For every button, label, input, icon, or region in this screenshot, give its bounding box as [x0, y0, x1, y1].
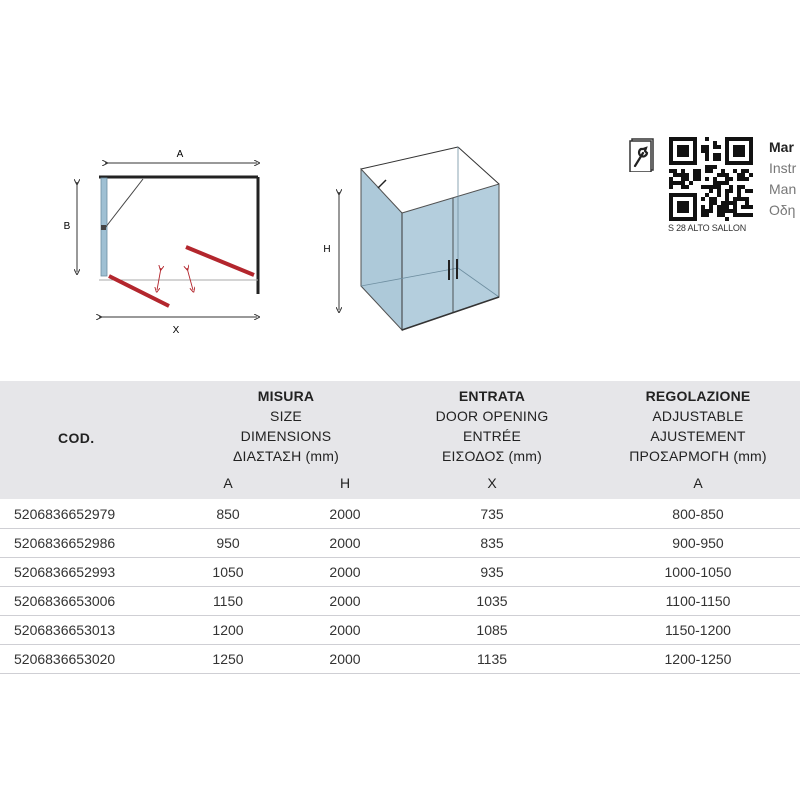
cell-reg: 800-850 [672, 506, 724, 522]
top-right-edge [458, 147, 499, 184]
cell-h: 2000 [329, 651, 361, 667]
manual-links [769, 137, 800, 221]
qr-module [737, 177, 741, 181]
opening-header-gr: ΕΙΣΟΔΟΣ (mm) [441, 448, 543, 464]
qr-module [725, 173, 729, 177]
swing-arrow-right [187, 268, 193, 290]
label-b: B [63, 221, 71, 232]
qr-module [697, 177, 701, 181]
label-h: H [323, 244, 331, 255]
qr-module [741, 173, 745, 177]
qr-module [745, 197, 749, 201]
qr-module [717, 173, 721, 177]
qr-module [681, 177, 685, 181]
qr-module [741, 185, 745, 189]
qr-module [713, 201, 717, 205]
qr-module [709, 169, 713, 173]
qr-module [721, 181, 725, 185]
qr-module [717, 181, 721, 185]
subheader-a: A [223, 475, 233, 491]
qr-module [721, 205, 725, 209]
qr-module [717, 205, 721, 209]
qr-module [685, 177, 689, 181]
qr-module [717, 157, 721, 161]
qr-module [721, 213, 725, 217]
qr-module [729, 201, 733, 205]
qr-module [701, 205, 705, 209]
cell-reg: 1100-1150 [665, 593, 731, 609]
qr-module [713, 141, 717, 145]
cell-h: 2000 [329, 506, 361, 522]
qr-module [697, 169, 701, 173]
qr-module [701, 209, 705, 213]
cell-x: 835 [480, 535, 504, 551]
qr-module [677, 145, 689, 157]
cell-a: 1200 [212, 622, 244, 638]
qr-module [725, 209, 729, 213]
qr-module [745, 201, 749, 205]
subheader-reg: A [693, 475, 703, 491]
adjustable-column-group [598, 386, 798, 466]
cell-reg: 1000-1050 [664, 564, 732, 580]
cell-code: 5206836653020 [14, 651, 116, 667]
qr-module [693, 169, 697, 173]
cell-reg: 900-950 [672, 535, 724, 551]
qr-module [721, 209, 725, 213]
qr-module [713, 145, 717, 149]
qr-module [705, 137, 709, 141]
qr-module [669, 181, 673, 185]
table-row [0, 586, 800, 616]
top-back-edge [361, 147, 458, 169]
qr-module [673, 173, 677, 177]
table-row [0, 644, 800, 674]
qr-module [705, 177, 709, 181]
qr-module [705, 149, 709, 153]
cell-code: 5206836653013 [14, 622, 116, 638]
cell-h: 2000 [329, 622, 361, 638]
adjustable-header-it: REGOLAZIONE [645, 388, 751, 404]
qr-module [673, 181, 677, 185]
qr-module [733, 145, 745, 157]
qr-module [745, 205, 749, 209]
subheader-h: H [339, 475, 351, 491]
cell-a: 1050 [212, 564, 244, 580]
qr-code[interactable] [669, 137, 753, 221]
qr-module [717, 153, 721, 157]
qr-module [705, 157, 709, 161]
qr-module [749, 213, 753, 217]
qr-module [729, 209, 733, 213]
swing-arrow-left [157, 268, 161, 290]
qr-module [725, 197, 729, 201]
qr-module [681, 181, 685, 185]
subheader-x: X [487, 475, 497, 491]
qr-module [721, 201, 725, 205]
manual-line-4[interactable]: Οδη [769, 202, 796, 218]
qr-module [737, 197, 741, 201]
qr-module [709, 165, 713, 169]
qr-module [713, 177, 717, 181]
qr-module [701, 185, 705, 189]
qr-module [709, 189, 713, 193]
opening-column-group [402, 386, 582, 466]
qr-module [709, 209, 713, 213]
adjustable-header-en: ADJUSTABLE [652, 408, 744, 424]
qr-module [717, 189, 721, 193]
qr-module [677, 181, 681, 185]
cell-code: 5206836652979 [14, 506, 116, 522]
manual-line-3[interactable]: Man [769, 181, 797, 197]
qr-module [721, 169, 725, 173]
qr-module [729, 177, 733, 181]
cell-code: 5206836652986 [14, 535, 116, 551]
cell-reg: 1200-1250 [664, 651, 732, 667]
table-row [0, 499, 800, 529]
side-glass [361, 169, 402, 330]
adjustable-header-gr: ΠΡΟΣΑΡΜΟΓΗ (mm) [629, 448, 767, 464]
cell-x: 735 [480, 506, 504, 522]
qr-module [733, 197, 737, 201]
qr-caption: S 28 ALTO SALLON [668, 223, 747, 233]
qr-module [717, 193, 721, 197]
qr-module [701, 149, 705, 153]
qr-module [709, 205, 713, 209]
qr-module [733, 201, 737, 205]
qr-module [745, 169, 749, 173]
qr-module [713, 153, 717, 157]
qr-module [669, 169, 673, 173]
qr-module [741, 213, 745, 217]
qr-module [705, 145, 709, 149]
cell-code: 5206836653006 [14, 593, 116, 609]
qr-module [717, 209, 721, 213]
qr-module [677, 173, 681, 177]
qr-module [725, 217, 729, 221]
cell-h: 2000 [329, 564, 361, 580]
qr-module [721, 173, 725, 177]
label-a: A [176, 149, 184, 160]
opening-header-fr: ENTRÉE [463, 428, 521, 444]
qr-module [709, 201, 713, 205]
qr-module [725, 189, 729, 193]
qr-module [717, 213, 721, 217]
qr-module [685, 185, 689, 189]
qr-module [725, 181, 729, 185]
cell-a: 850 [216, 506, 240, 522]
qr-module [737, 193, 741, 197]
qr-module [737, 213, 741, 217]
qr-module [693, 173, 697, 177]
qr-module [745, 177, 749, 181]
adjustable-header-fr: AJUSTEMENT [650, 428, 746, 444]
qr-module [725, 177, 729, 181]
qr-module [745, 189, 749, 193]
qr-module [705, 193, 709, 197]
front-glass [402, 184, 499, 330]
qr-module [745, 213, 749, 217]
cell-h: 2000 [329, 535, 361, 551]
qr-module [705, 185, 709, 189]
qr-module [729, 189, 733, 193]
size-header-en: SIZE [270, 408, 302, 424]
manual-line-1[interactable]: Mar [769, 139, 794, 155]
qr-module [749, 189, 753, 193]
qr-module [725, 193, 729, 197]
cell-code: 5206836652993 [14, 564, 116, 580]
qr-module [741, 169, 745, 173]
panel-bracket [101, 225, 106, 230]
cell-x: 935 [480, 564, 504, 580]
cod-header: COD. [58, 430, 95, 446]
qr-module [737, 173, 741, 177]
qr-module [701, 213, 705, 217]
qr-module [713, 165, 717, 169]
support-bar [105, 179, 143, 228]
qr-module [725, 201, 729, 205]
plan-diagram [55, 140, 285, 340]
wall-bar [378, 180, 386, 188]
right-door [186, 247, 254, 275]
qr-module [733, 205, 737, 209]
qr-module [733, 213, 737, 217]
wrench-icon [629, 138, 655, 172]
cell-a: 1250 [212, 651, 244, 667]
qr-module [737, 185, 741, 189]
cell-x: 1135 [476, 651, 508, 667]
size-header-fr: DIMENSIONS [240, 428, 332, 444]
qr-module [713, 197, 717, 201]
cell-x: 1085 [476, 622, 508, 638]
qr-module [677, 201, 689, 213]
cell-a: 950 [216, 535, 240, 551]
qr-module [725, 205, 729, 209]
qr-module [713, 185, 717, 189]
qr-module [713, 157, 717, 161]
size-column-group [196, 386, 376, 466]
qr-module [749, 205, 753, 209]
cell-a: 1150 [212, 593, 244, 609]
qr-module [681, 169, 685, 173]
qr-module [705, 209, 709, 213]
cell-h: 2000 [329, 593, 361, 609]
qr-module [709, 197, 713, 201]
qr-module [705, 213, 709, 217]
qr-module [681, 185, 685, 189]
cell-x: 1035 [476, 593, 508, 609]
qr-module [669, 185, 673, 189]
qr-module [737, 189, 741, 193]
qr-module [729, 185, 733, 189]
table-row [0, 528, 800, 558]
label-x: X [172, 325, 180, 336]
qr-module [693, 177, 697, 181]
qr-module [705, 153, 709, 157]
qr-module [685, 173, 689, 177]
qr-module [697, 173, 701, 177]
size-header-gr: ΔΙΑΣΤΑΣΗ (mm) [233, 448, 339, 464]
qr-module [689, 181, 693, 185]
qr-module [701, 145, 705, 149]
qr-module [741, 197, 745, 201]
installation-manual-icon[interactable] [629, 138, 655, 172]
qr-module [749, 173, 753, 177]
qr-module [709, 185, 713, 189]
qr-module [705, 165, 709, 169]
qr-module [681, 173, 685, 177]
qr-module [733, 169, 737, 173]
qr-module [741, 205, 745, 209]
opening-header-it: ENTRATA [458, 388, 526, 404]
qr-module [705, 169, 709, 173]
qr-module [713, 181, 717, 185]
qr-module [669, 177, 673, 181]
table-row [0, 557, 800, 587]
size-header-it: MISURA [257, 388, 315, 404]
qr-module [673, 169, 677, 173]
shower-3d-diagram [315, 140, 515, 340]
qr-module [717, 185, 721, 189]
qr-module [733, 209, 737, 213]
qr-module [741, 177, 745, 181]
cell-reg: 1150-1200 [665, 622, 731, 638]
table-row [0, 615, 800, 645]
qr-module [717, 145, 721, 149]
manual-line-2[interactable]: Instr [769, 160, 797, 176]
opening-header-en: DOOR OPENING [435, 408, 549, 424]
qr-module [701, 197, 705, 201]
